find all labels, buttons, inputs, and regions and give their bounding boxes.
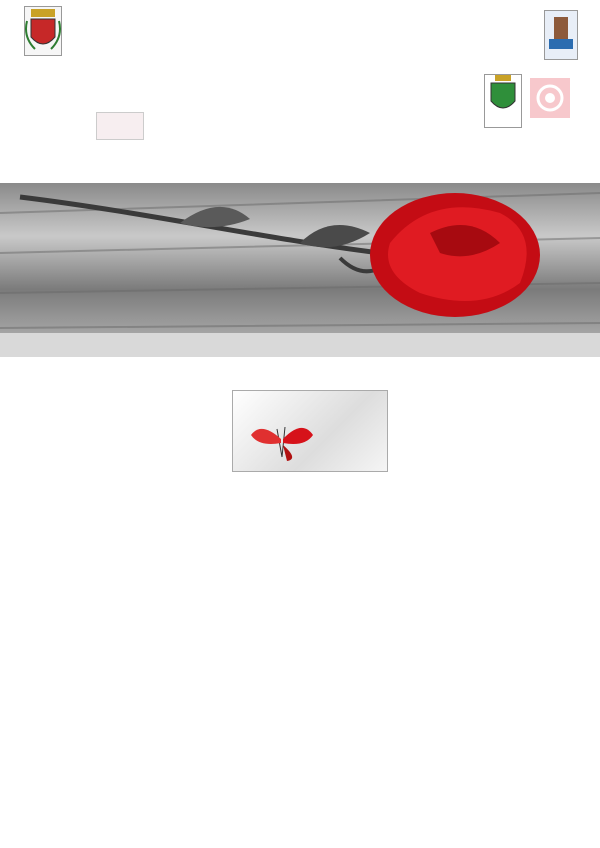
crest-icon — [25, 7, 61, 55]
provincia-latina-logo — [484, 74, 522, 128]
frosinone-logo — [530, 78, 570, 118]
date-bar — [0, 333, 600, 357]
cisterna-crest — [24, 6, 62, 56]
pro-loco-logo — [544, 10, 578, 60]
tower-icon — [545, 11, 577, 59]
rose-illustration — [0, 183, 600, 335]
sostegno-small-logo — [96, 112, 144, 140]
shell-icon — [530, 78, 570, 118]
butterfly-icon — [247, 417, 317, 463]
rose-photo — [0, 183, 600, 335]
aps-sostegno-logo — [232, 390, 388, 472]
provincia-latina-icon — [485, 75, 521, 117]
